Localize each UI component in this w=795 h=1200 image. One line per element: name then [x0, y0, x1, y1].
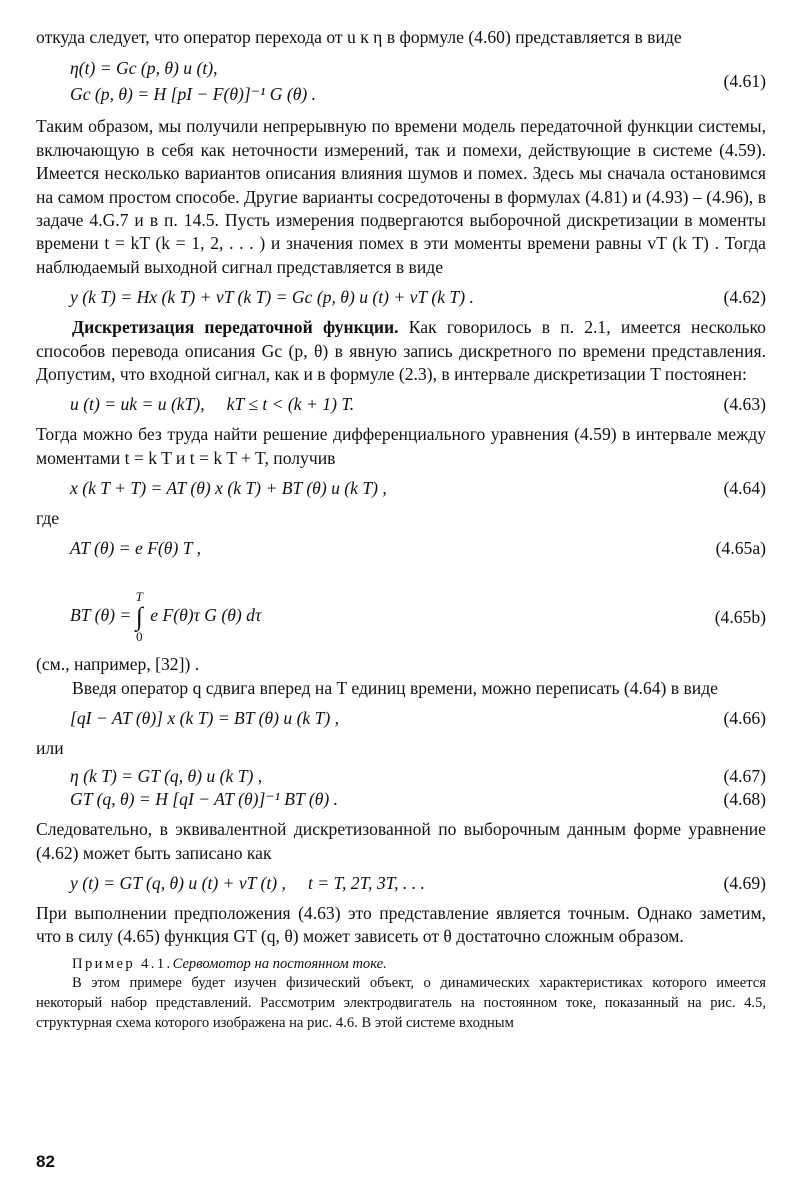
equation-number: (4.65b) [714, 606, 766, 627]
integral-sign [136, 589, 143, 645]
equation-4-69 [36, 873, 766, 894]
integral-lower-limit: 0 [136, 629, 143, 645]
section-heading: Дискретизация передаточной функции. [72, 317, 399, 338]
equation-lhs: BT (θ) = [70, 605, 132, 626]
equation-text: y (k T) = Hx (k T) + vT (k T) = Gc (p, θ) u (t) + vT (k T) . [70, 287, 474, 308]
equation-rhs: e F(θ)τ G (θ) dτ [150, 605, 262, 626]
label-where: где [36, 508, 60, 529]
equation-text: AT (θ) = e F(θ) T , [70, 538, 201, 559]
paragraph-discretization [36, 316, 766, 386]
paragraph-example-text: В этом примере будет изучен физический объект, о динамических характеристиках которого имеется некоторый набор представлений. Рассмотрим электродвигатель на постоянном токе, показанный на рис. 4.5, структурная схема которого изображена на рис. 4.6. В этой системе входным [36, 975, 766, 1031]
integral-upper-limit: T [135, 589, 143, 605]
equation-text: η (k T) = GT (q, θ) u (k T) , [70, 766, 263, 787]
label-or: или [36, 738, 64, 759]
equation-4-63 [36, 394, 766, 415]
paragraph-equivalent-form: Следовательно, в эквивалентной дискретизованной по выборочным данным форме уравнение (4.62) может быть записано как [36, 819, 766, 863]
equation-number: (4.65a) [715, 538, 766, 559]
equation-number: (4.69) [723, 872, 766, 893]
equation-4-67 [36, 766, 766, 787]
equation-4-68 [36, 789, 766, 810]
example-title: Сервомотор на постоянном токе. [172, 955, 387, 972]
paragraph-intro: откуда следует, что оператор перехода от u к η в формуле (4.60) представляется в виде [36, 27, 682, 47]
equation-text: x (k T + T) = AT (θ) x (k T) + BT (θ) u (k T) , [70, 478, 387, 499]
equation-number: (4.66) [723, 708, 766, 729]
equation-number: (4.61) [723, 70, 766, 91]
paragraph-continuous-model: Таким образом, мы получили непрерывную по времени модель передаточной функции системы, включающую в себя как неточности измерений, так и помехи, действующие в системе (4.59). Имеется несколько вариантов описания влияния шумов и помех. Здесь мы сначала остановимся на самом простом способе. Другие варианты сосредоточены в формулах (4.81) и (4.93) – (4.96), в задаче 4.G.7 и в п. 14.5. Пусть измерения подвергаются выборочной дискретизации в моменты времени t = kT (k = 1, 2, . . . ) и значения помех в эти моменты времени равны vT (k T) . Тогда наблюдаемый выходной сигнал представляется в виде [36, 116, 766, 277]
equation-number: (4.64) [723, 478, 766, 499]
example-heading [36, 955, 766, 975]
equation-number: (4.62) [723, 287, 766, 308]
equation-number: (4.68) [723, 789, 766, 810]
paragraph-exactness: При выполнении предположения (4.63) это представление является точным. Однако заметим, что в силу (4.65) функция GT (q, θ) может зависеть от θ достаточно сложным образом. [36, 902, 766, 947]
paragraph-reference: (см., например, [32]) . [36, 654, 200, 675]
page-number: 82 [36, 1152, 55, 1171]
equation-4-65a [36, 538, 766, 559]
equation-4-61-line1: η(t) = Gc (p, θ) u (t), [70, 58, 218, 79]
equation-text: y (t) = GT (q, θ) u (t) + vT (t) , t = T, 2T, 3T, . . . [70, 872, 425, 893]
equation-4-62 [36, 287, 766, 308]
equation-number: (4.67) [723, 766, 766, 787]
paragraph-solution: Тогда можно без труда найти решение дифференциального уравнения (4.59) в интервале между моментами t = k T и t = k T + T, получив [36, 424, 766, 468]
equation-text [70, 589, 261, 645]
equation-4-66 [36, 708, 766, 729]
equation-4-64 [36, 478, 766, 499]
equation-text: u (t) = uk = u (kT), kT ≤ t < (k + 1) T. [70, 394, 355, 415]
equation-text: [qI − AT (θ)] x (k T) = BT (θ) u (k T) , [70, 708, 340, 729]
equation-4-61-line2: Gc (p, θ) = H [pI − F(θ)]⁻¹ G (θ) . [70, 84, 316, 105]
page-body [36, 26, 766, 1033]
paragraph-shift-operator: Введя оператор q сдвига вперед на T единиц времени, можно переписать (4.64) в виде [72, 677, 718, 698]
equation-4-65b [36, 589, 766, 645]
integral-symbol: ∫ [135, 602, 143, 632]
equation-number: (4.63) [723, 394, 766, 415]
equation-4-61 [36, 55, 766, 107]
example-label: Пример 4.1. [72, 955, 173, 972]
paragraph-text: Как говорилось в п. 2.1, имеется несколько способов перевода описания Gc (p, θ) в явную запись дискретного по времени представления. Допустим, что входной сигнал, как и в формуле (2.3), в интервале дискретизации T постоянен: [36, 317, 766, 385]
equation-text: GT (q, θ) = H [qI − AT (θ)]⁻¹ BT (θ) . [70, 789, 339, 810]
